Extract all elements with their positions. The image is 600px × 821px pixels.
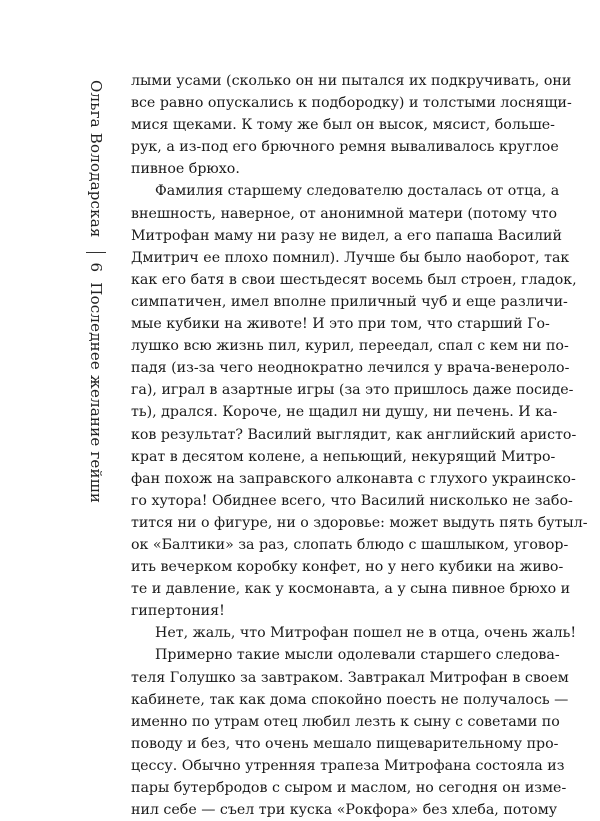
text-line: как его батя в свои шестьдесят восемь был строен, гладок, [131, 271, 577, 288]
text-line: га), играл в азартные игры (за это пришлось даже посиде- [131, 382, 574, 399]
body-text [131, 70, 588, 821]
text-line: цессу. Обычно утренняя трапеза Митрофана состояла из [131, 757, 565, 774]
running-head-divider [86, 252, 106, 253]
text-line: ок «Балтики» за раз, слопать блюдо с шашлыком, уговор- [131, 536, 569, 553]
page-number: 6 [87, 262, 105, 273]
text-line: тится ни о фигуре, ни о здоровье: может выдуть пять бутыл- [131, 514, 588, 531]
text-line: гипертония! [131, 603, 225, 620]
text-line: падя (из-за чего неоднократно лечился у врача-венероло- [131, 360, 570, 377]
text-line: лыми усами (сколько он ни пытался их подкручивать, они [131, 73, 572, 89]
running-head-book-title: Последнее желание гейши [87, 282, 105, 504]
text-line: теля Голушко за завтраком. Завтракал Митрофан в своем [131, 669, 569, 686]
text-line: фан похож на заправского алконавта с глухого украинско- [131, 470, 576, 487]
text-line: мися щеками. К тому же был он высок, мясист, больше- [131, 117, 555, 134]
text-line: крат в десятом колене, а непьющий, некурящий Митро- [131, 448, 556, 465]
text-line: именно по утрам отец любил лезть к сыну с советами по [131, 713, 560, 730]
text-line: Примерно такие мысли одолевали старшего следова- [155, 647, 560, 664]
text-line: нил себе — съел три куска «Рокфора» без хлеба, потому [131, 802, 558, 819]
text-line: рук, а из-под его брючного ремня вываливалось круглое [131, 139, 559, 156]
text-line: Нет, жаль, что Митрофан пошел не в отца, очень жаль! [155, 625, 577, 642]
text-line: те и давление, как у космонавта, а у сына пивное брюхо и [131, 581, 571, 598]
text-line: симпатичен, имел вполне приличный чуб и еще различи- [131, 293, 568, 310]
text-line: Митрофан маму ни разу не видел, а его папаша Василий [131, 227, 562, 244]
running-head-strip [78, 80, 114, 550]
text-line: все равно опускались к подбородку) и толстыми лоснящи- [131, 95, 572, 112]
text-line: ков результат? Василий выглядит, как английский аристо- [131, 426, 577, 443]
text-line: внешность, наверное, от анонимной матери (потому что [131, 205, 557, 222]
text-line: поводу и без, что очень мешало пищеварительному про- [131, 735, 559, 752]
text-line: мые кубики на животе! И это при том, что старший Го- [131, 316, 550, 333]
running-head-author: Ольга Володарская [87, 80, 105, 238]
text-line: пивное брюхо. [131, 161, 240, 178]
text-line: пары бутербродов с сыром и маслом, но сегодня он изме- [131, 780, 567, 796]
text-line: ить вечерком коробку конфет, но у него кубики на живо- [131, 559, 564, 576]
text-line: го хутора! Обиднее всего, что Василий нисколько не забо- [131, 492, 573, 509]
text-line: лушко всю жизнь пил, курил, переедал, спал с кем ни по- [131, 338, 569, 355]
running-head [78, 80, 114, 550]
text-line: Фамилия старшему следователю досталась от отца, а [155, 183, 560, 200]
text-line: ть), дрался. Короче, не щадил ни душу, ни печень. И ка- [131, 404, 558, 421]
text-line: кабинете, так как дома спокойно поесть не получалось — [131, 691, 569, 708]
text-line: Дмитрич ее плохо помнил). Лучше бы было наоборот, так [131, 249, 570, 266]
